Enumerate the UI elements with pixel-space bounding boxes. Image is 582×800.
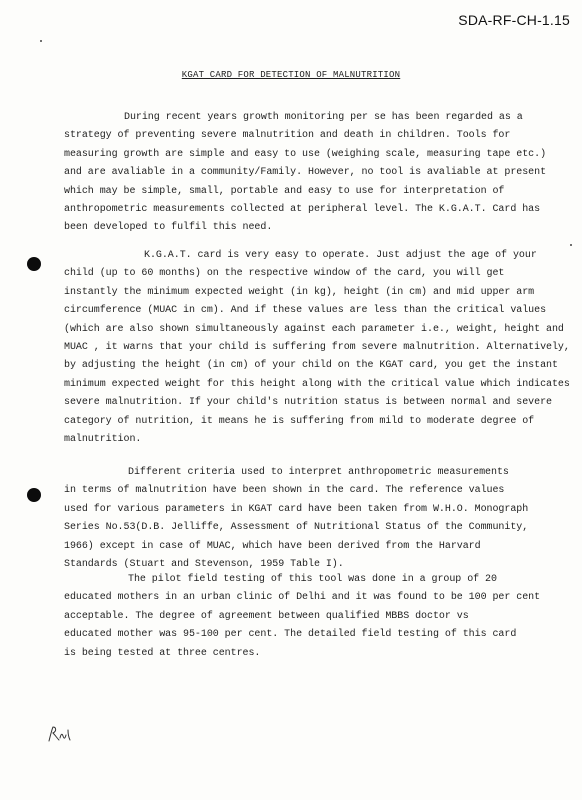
paragraph-operation (64, 247, 570, 449)
paragraph-line: K.G.A.T. card is very easy to operate. Just adjust the age of your (144, 250, 537, 261)
paragraph-line: minimum expected weight for this height along with the critical value which indicates (64, 378, 570, 390)
paragraph-line: by adjusting the height (in cm) of your child on the KGAT card, you get the instant (64, 360, 558, 372)
paragraph-line: is being tested at three centres. (64, 647, 261, 659)
paragraph-line: Series No.53(D.B. Jelliffe, Assessment of Nutritional Status of the Community, (64, 522, 529, 534)
paragraph-pilot-testing (64, 571, 564, 663)
paragraph-line: used for various parameters in KGAT card have been taken from W.H.O. Monograph (64, 503, 529, 515)
paragraph-line: severe malnutrition. If your child's nutrition status is between normal and severe (64, 397, 552, 409)
paragraph-line: been developed to fulfil this need. (64, 222, 273, 234)
paragraph-line: malnutrition. (64, 434, 142, 446)
paper-speck (570, 244, 572, 246)
paragraph-line: MUAC , it warns that your child is suffering from severe malnutrition. Alternatively, (64, 342, 570, 354)
paragraph-line: instantly the minimum expected weight (in kg), height (in cm) and mid upper arm (64, 286, 535, 298)
paragraph-criteria (64, 464, 564, 574)
paragraph-line: Different criteria used to interpret anthropometric measurements (128, 467, 509, 478)
paragraph-line: During recent years growth monitoring per se has been regarded as a (124, 112, 523, 123)
paper-speck (40, 40, 42, 42)
paragraph-line: category of nutrition, it means he is suffering from mild to moderate degree of (64, 415, 535, 427)
paragraph-line: circumference (MUAC in cm). And if these values are less than the critical values (64, 305, 547, 317)
paragraph-intro (64, 109, 564, 238)
paragraph-line: (which are also shown simultaneously against each parameter i.e., weight, height and (64, 323, 564, 335)
paragraph-line: 1966) except in case of MUAC, which have been derived from the Harvard (64, 540, 481, 552)
punch-hole (27, 257, 41, 271)
paragraph-line: and are avaliable in a community/Family. However, no tool is avaliable at present (64, 167, 547, 179)
document-title: KGAT CARD FOR DETECTION OF MALNUTRITION (181, 70, 401, 80)
handwritten-initials (46, 724, 76, 744)
paragraph-line: strategy of preventing severe malnutrition and death in children. Tools for (64, 130, 511, 142)
paragraph-line: The pilot field testing of this tool was done in a group of 20 (128, 574, 497, 585)
punch-hole (27, 488, 41, 502)
paragraph-line: educated mothers in an urban clinic of Delhi and it was found to be 100 per cent (64, 592, 541, 604)
paragraph-line: which may be simple, small, portable and easy to use for interpretation of (64, 185, 505, 197)
paragraph-line: educated mother was 95-100 per cent. The detailed field testing of this card (64, 629, 517, 641)
document-id: SDA-RF-CH-1.15 (458, 12, 570, 28)
paragraph-line: Standards (Stuart and Stevenson, 1959 Table I). (64, 559, 344, 571)
paragraph-line: in terms of malnutrition have been shown in the card. The reference values (64, 485, 505, 497)
paragraph-line: measuring growth are simple and easy to use (weighing scale, measuring tape etc.) (64, 148, 547, 160)
paragraph-line: anthropometric measurements collected at peripheral level. The K.G.A.T. Card has (64, 204, 541, 216)
paragraph-line: child (up to 60 months) on the respective window of the card, you will get (64, 268, 505, 280)
paragraph-line: acceptable. The degree of agreement between qualified MBBS doctor vs (64, 610, 469, 622)
